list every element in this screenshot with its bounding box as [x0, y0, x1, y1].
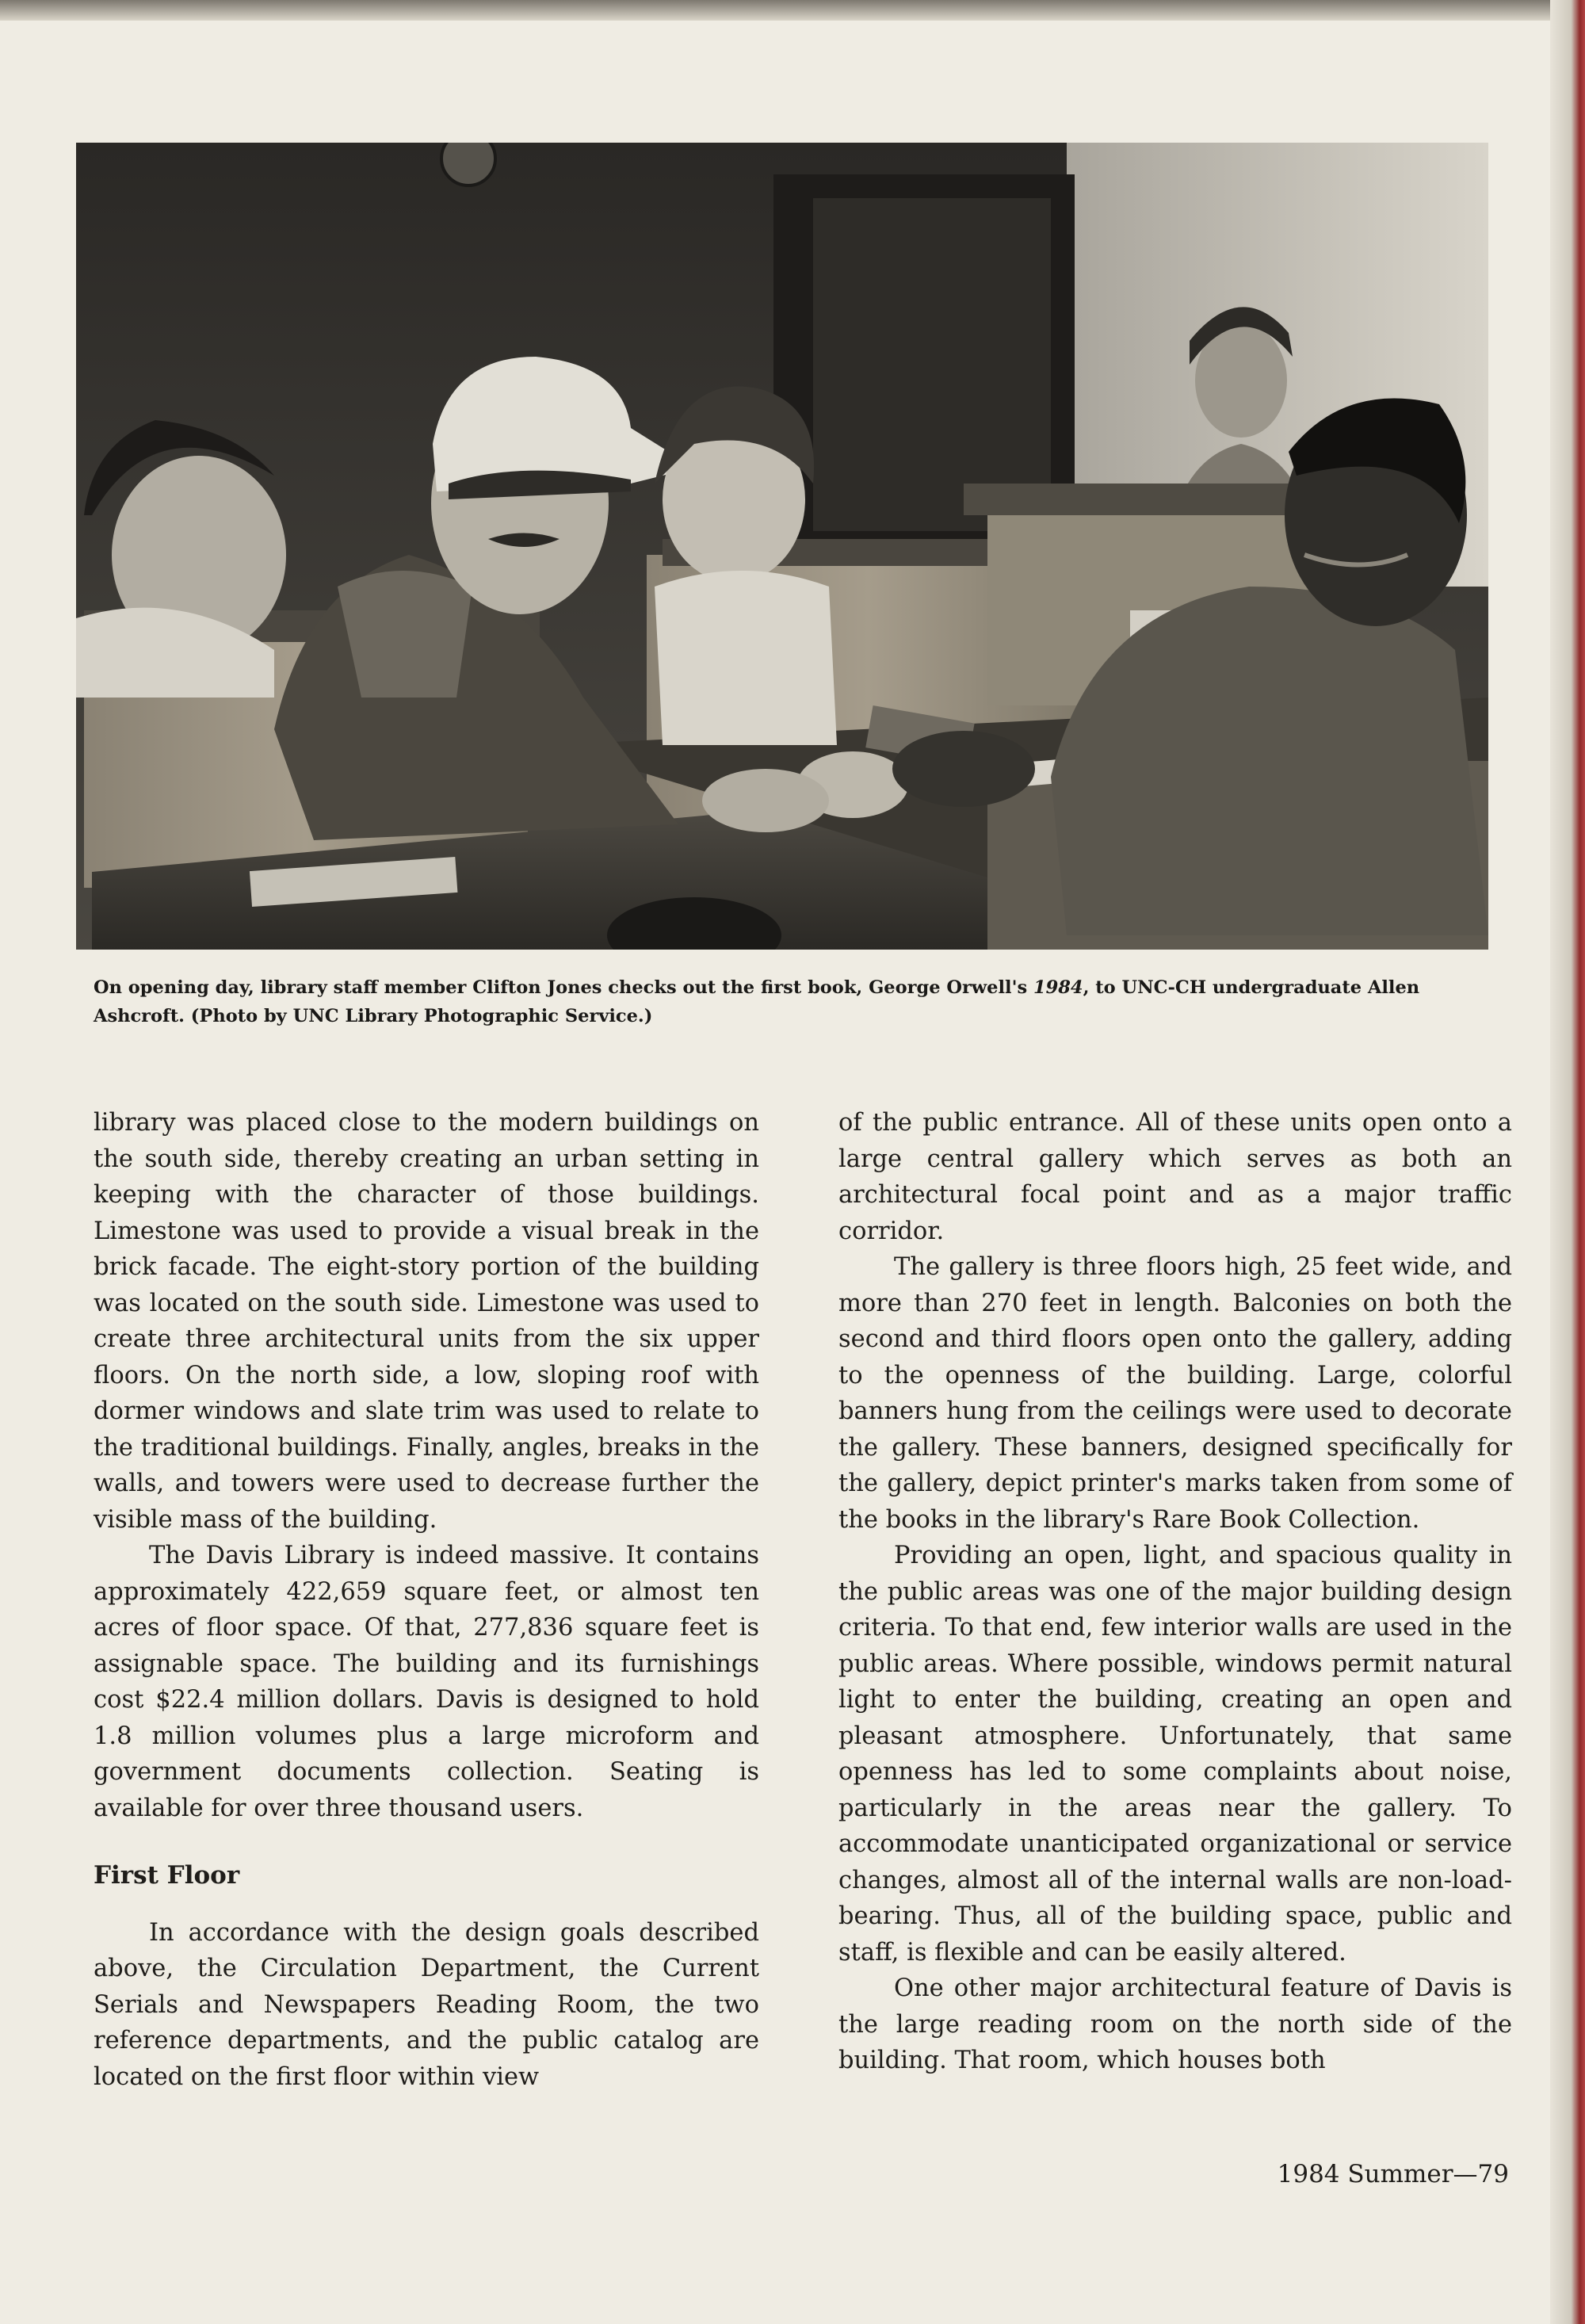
caption-text-end: , to UNC-CH undergraduate Allen Ashcroft. (Photo by UNC Library Photographic Service.) [94, 977, 1420, 1026]
circulation-desk-photo [76, 143, 1488, 950]
right-paragraph-1: of the public entrance. All of these units open onto a large central gallery which serves as both an architectural focal point and as a major traffic corridor. [838, 1109, 1512, 1245]
left-paragraph-2: The Davis Library is indeed massive. It contains approximately 422,659 square feet, or almost ten acres of floor space. Of that, 277,836 square feet is assignable space. The building and its furnishings cost $22.4 million dollars. Davis is designed to hold 1.8 million volumes plus a large microform and government documents collection. Seating is available for over three thousand users. [94, 1542, 759, 1822]
caption-book-title: 1984 [1033, 977, 1083, 998]
left-paragraph-1: library was placed close to the modern buildings on the south side, thereby creating an urban setting in keeping with the character of those buildings. Limestone was used to provide a visual break in the brick facade. The eight-story portion of the building was located on the south side. Limestone was used to create three architectural units from the six upper floors. On the north side, a low, sloping roof with dormer windows and slate trim was used to relate to the traditional buildings. Finally, angles, breaks in the walls, and towers were used to decrease further the visible mass of the building. [94, 1109, 759, 1534]
section-heading: First Floor [94, 1861, 240, 1890]
right-column [838, 1105, 1512, 2079]
caption-text-start: On opening day, library staff member Clifton Jones checks out the first book, George Orwell's [94, 977, 1033, 998]
right-paragraph-3: Providing an open, light, and spacious quality in the public areas was one of the major building design criteria. To that end, few interior walls are used in the public areas. Where possible, windows permit natural light to enter the building, creating an open and pleasant atmosphere. Unfortunately, that same openness has led to some complaints about noise, particularly in the areas near the gallery. To accommodate unanticipated organizational or service changes, almost all of the internal walls are non-load-bearing. Thus, all of the building space, public and staff, is flexible and can be easily altered. [838, 1542, 1512, 1967]
right-paragraph-2: The gallery is three floors high, 25 feet wide, and more than 270 feet in length. Balconies on both the second and third floors open onto the gallery, adding to the openness of the building. Large, colorful banners hung from the ceilings were used to decorate the gallery. These banners, designed specifically for the gallery, depict printer's marks taken from some of the books in the library's Rare Book Collection. [838, 1253, 1512, 1534]
photo-illustration [76, 143, 1488, 950]
right-paragraph-4: One other major architectural feature of Davis is the large reading room on the north side of the building. That room, which houses both [838, 1974, 1512, 2074]
photo-caption [94, 973, 1504, 1030]
page-binding-edge [1550, 0, 1585, 2324]
left-column [94, 1105, 759, 2095]
page-top-edge [0, 0, 1585, 21]
page-folio: 1984 Summer—79 [1277, 2160, 1509, 2188]
left-paragraph-3: In accordance with the design goals described above, the Circulation Department, the Current Serials and Newspapers Reading Room, the two reference departments, and the public catalog are located on the first floor within view [94, 1918, 759, 2091]
